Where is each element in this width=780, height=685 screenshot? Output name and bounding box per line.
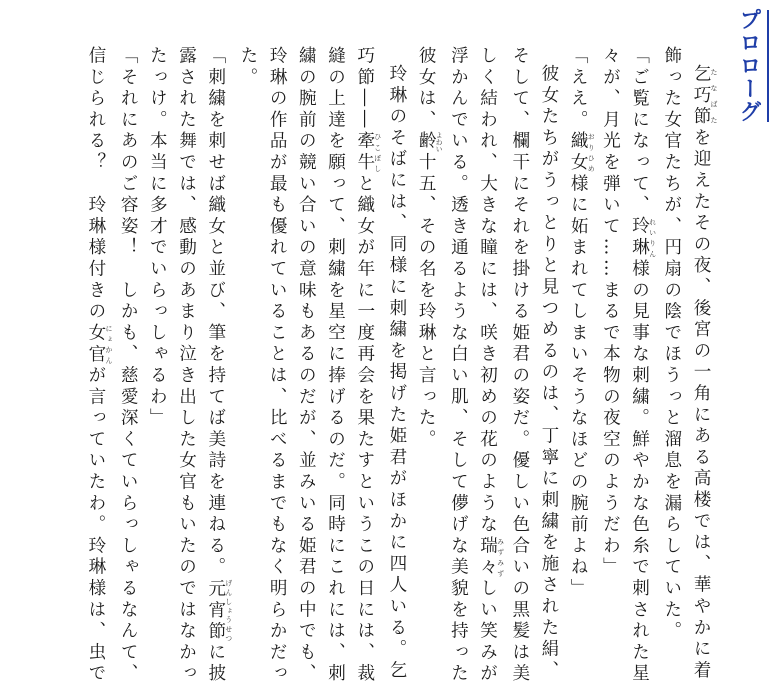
text-column: 巧節――牽牛 ひこぼしと織女が年に一度再会を果たすというこの日には、裁 xyxy=(354,46,382,685)
text-column: 玲琳の作品が最も優れていることは、比べるまでもなく明らかだっ xyxy=(267,46,288,685)
text-column: 「ご覧になって、玲琳 れいりん様の見事な刺繍。鮮やかな色糸で刺された星 xyxy=(629,46,657,685)
ruby-term: 元宵節 げんしょうせつ xyxy=(205,578,233,643)
text-column: 彼女は、齢 よわい十五、その名を玲琳と言った。 xyxy=(416,46,444,451)
text-column: 縫の上達を願って、刺繍を星空に捧げるのだ。同時にこれには、刺 xyxy=(325,46,346,685)
ruby-term: 織女 おりひめ xyxy=(568,131,596,174)
text-column: 繍の腕前の競い合いの意味もあるのだが、並みいる姫君の中でも、 xyxy=(296,46,317,685)
text-column: た。 xyxy=(237,46,258,89)
text-column: 「刺繍を刺せば織女と並び、筆を持てば美詩を連ねる。元宵節 げんしょうせつに披 xyxy=(205,46,233,685)
text-column: 々が、月光を弾いて……まるで本物の夜空のようだわ」 xyxy=(600,46,621,579)
ruby-term: 瑞々 みずみず xyxy=(477,535,505,579)
ruby-term: 齢 よわい xyxy=(416,131,444,153)
text-column: 信じられる？ 玲琳様付きの女官 にょかんが言っていたわ。玲琳様は、虫で xyxy=(85,46,113,685)
chapter-title: プロローグ xyxy=(736,8,761,123)
text-column: 彼女たちがうっとりと見つめるのは、丁寧に刺繍を施された絹、 xyxy=(538,64,559,682)
text-column: 露された舞では、感動のあまり泣き出した女官もいたのではなかっ xyxy=(176,46,197,685)
ruby-term: 乞巧節 たなばた xyxy=(691,64,718,128)
body-text xyxy=(81,46,718,685)
ruby-term: 牽牛 ひこぼし xyxy=(354,131,382,174)
text-column: たっけ。本当に多才でいらっしゃるわ」 xyxy=(147,46,168,430)
ruby-term: 女官 にょかん xyxy=(85,322,113,366)
heading-rule xyxy=(767,10,769,122)
ruby-term: 玲琳 れいりん xyxy=(629,216,657,260)
text-column: 「ええ。織女 おりひめ様に妬まれてしまいそうなほどの腕前よね」 xyxy=(568,46,596,600)
text-column: 飾った女官たちが、円扇の陰でほうっと溜息を漏らしていた。 xyxy=(661,46,682,643)
text-column: 浮かんでいる。透き通るような白い肌、そして儚げな美貌を持った xyxy=(448,46,469,685)
text-column: しく結われ、大きな瞳には、咲き初めの花のような瑞々 みずみずしい笑みが xyxy=(477,46,505,685)
text-column: そして、欄干にそれを掛ける姫君の姿だ。優しい色合いの黒髪は美 xyxy=(509,46,530,685)
chapter-heading-block xyxy=(734,8,768,126)
text-column: 玲琳のそばには、同様に刺繍を掲げた姫君がほかに四人いる。乞 xyxy=(386,64,407,682)
text-column: 「それにあのご容姿！ しかも、慈愛深くていらっしゃるなんて、 xyxy=(118,46,139,685)
text-column: 乞巧節 たなばたを迎えたその夜、後宮の一角にある高楼では、華やかに着 xyxy=(691,64,718,682)
